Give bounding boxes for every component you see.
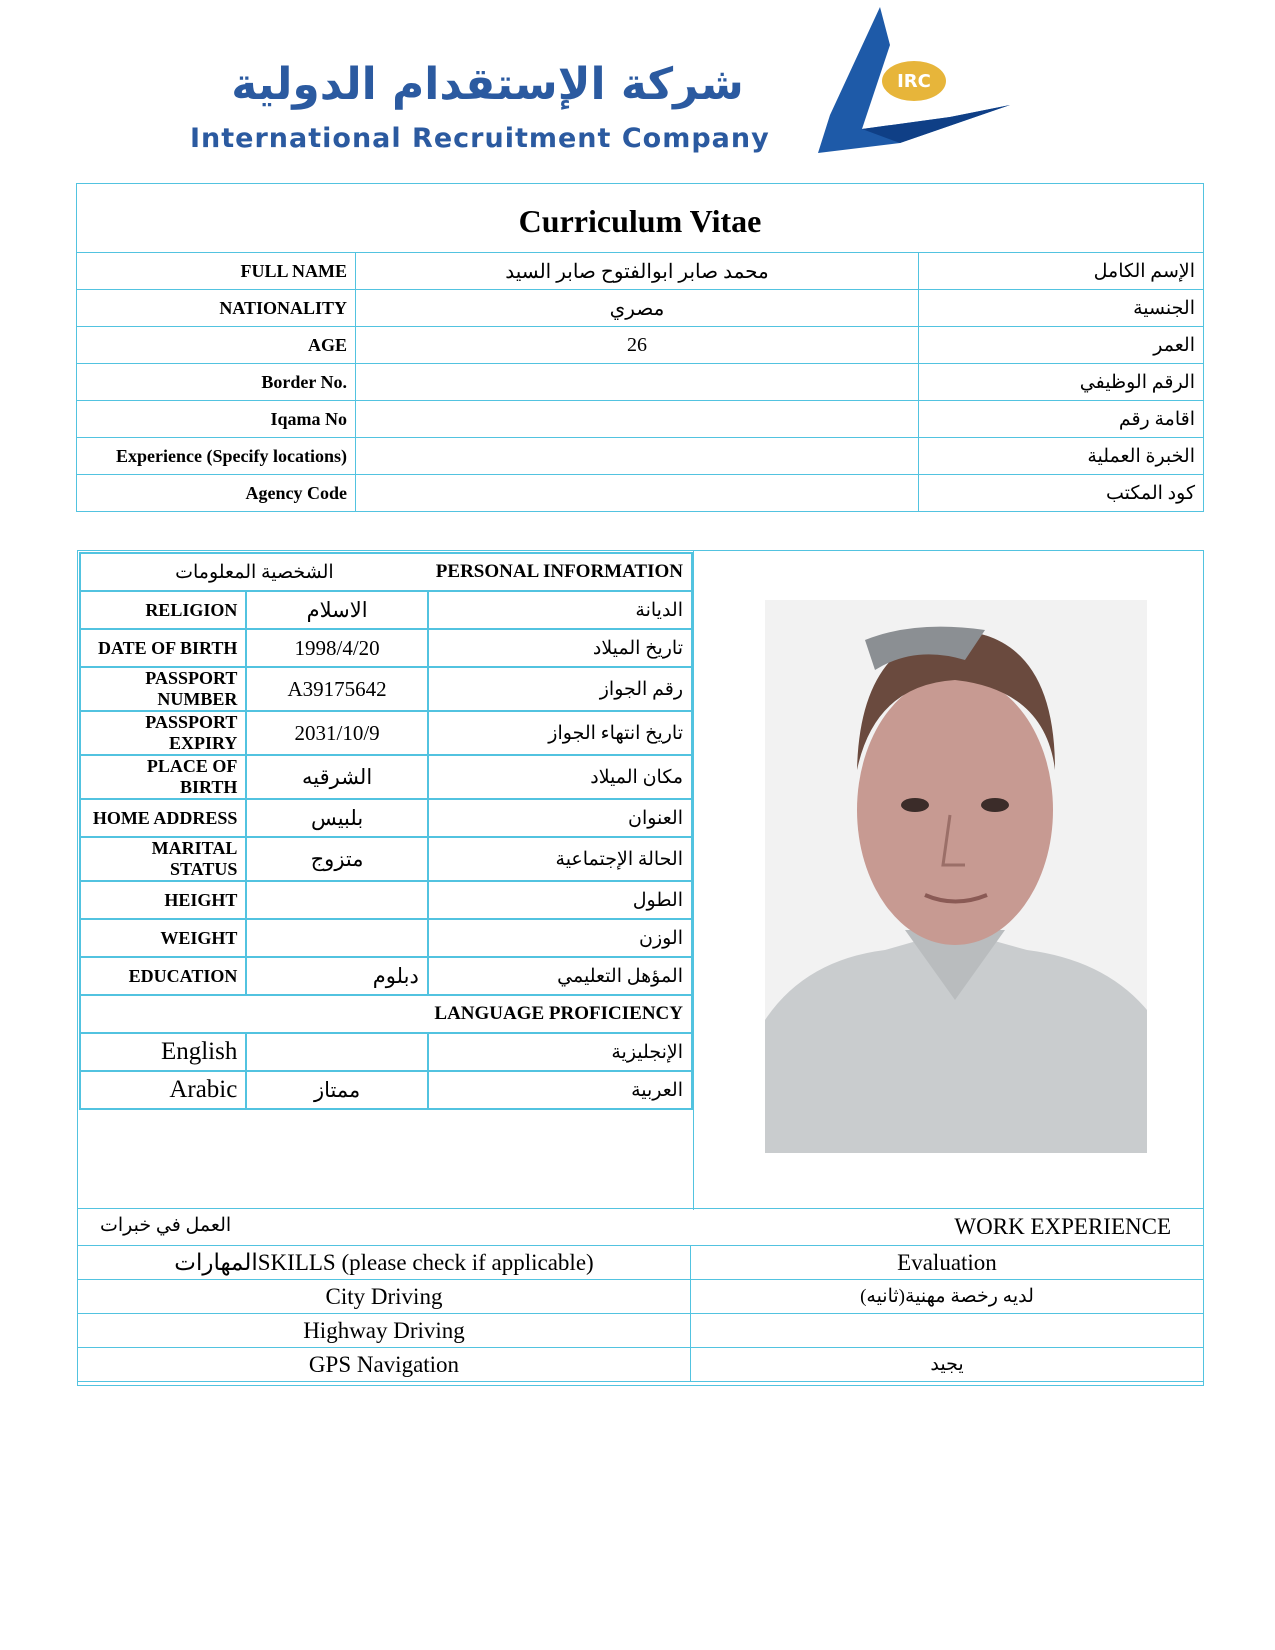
section-divider xyxy=(693,550,694,1210)
table-row xyxy=(77,438,1204,475)
row-value xyxy=(356,438,919,475)
table-row xyxy=(80,957,692,995)
row-label-ar: كود المكتب xyxy=(919,475,1204,512)
row-label-ar: المؤهل التعليمي xyxy=(428,957,692,995)
row-value xyxy=(356,401,919,438)
row-value: الشرقيه xyxy=(246,755,427,799)
language-name: English xyxy=(80,1033,246,1071)
language-proficiency-header: LANGUAGE PROFICIENCY xyxy=(80,995,692,1033)
row-label: EDUCATION xyxy=(80,957,246,995)
row-label-ar: العنوان xyxy=(428,799,692,837)
row-label: HOME ADDRESS xyxy=(80,799,246,837)
language-level: ممتاز xyxy=(246,1071,427,1109)
skills-header: المهاراتSKILLS (please check if applicable) xyxy=(78,1246,691,1280)
work-experience-en: WORK EXPERIENCE xyxy=(954,1214,1171,1239)
table-row xyxy=(80,629,692,667)
row-label: DATE OF BIRTH xyxy=(80,629,246,667)
row-label-ar: الإسم الكامل xyxy=(919,253,1204,290)
personal-header-ar: الشخصية المعلومات xyxy=(80,553,428,591)
table-row xyxy=(80,755,692,799)
table-header-row xyxy=(80,553,692,591)
row-label-ar: تاريخ انتهاء الجواز xyxy=(428,711,692,755)
row-value: 26 xyxy=(356,327,919,364)
row-label-ar: مكان الميلاد xyxy=(428,755,692,799)
table-row xyxy=(80,711,692,755)
row-value: مصري xyxy=(356,290,919,327)
row-label-ar: اقامة رقم xyxy=(919,401,1204,438)
skill-evaluation: يجيد xyxy=(691,1348,1204,1382)
row-label: HEIGHT xyxy=(80,881,246,919)
table-row xyxy=(78,1280,1204,1314)
table-row xyxy=(80,881,692,919)
row-value: الاسلام xyxy=(246,591,427,629)
row-label: Experience (Specify locations) xyxy=(77,438,356,475)
skill-name: City Driving xyxy=(78,1280,691,1314)
table-row xyxy=(80,799,692,837)
table-row xyxy=(80,919,692,957)
row-label: AGE xyxy=(77,327,356,364)
row-label-ar: رقم الجواز xyxy=(428,667,692,711)
row-label: FULL NAME xyxy=(77,253,356,290)
row-value: متزوج xyxy=(246,837,427,881)
row-label-ar: الديانة xyxy=(428,591,692,629)
row-label: WEIGHT xyxy=(80,919,246,957)
row-label: Iqama No xyxy=(77,401,356,438)
cv-summary-table xyxy=(76,183,1204,512)
skill-name: GPS Navigation xyxy=(78,1348,691,1382)
row-value: 2031/10/9 xyxy=(246,711,427,755)
table-row xyxy=(77,253,1204,290)
language-level xyxy=(246,1033,427,1071)
language-header-row xyxy=(80,995,692,1033)
row-value: محمد صابر ابوالفتوح صابر السيد xyxy=(356,253,919,290)
work-experience-table xyxy=(77,1208,1204,1382)
skill-evaluation xyxy=(691,1314,1204,1348)
row-value xyxy=(356,364,919,401)
language-name-ar: الإنجليزية xyxy=(428,1033,692,1071)
skill-name: Highway Driving xyxy=(78,1314,691,1348)
work-header-cell xyxy=(78,1209,1204,1246)
portrait-icon xyxy=(765,600,1147,1153)
table-row xyxy=(78,1348,1204,1382)
table-row xyxy=(77,364,1204,401)
table-row xyxy=(80,667,692,711)
table-row xyxy=(77,401,1204,438)
row-value xyxy=(246,919,427,957)
logo-badge: IRC xyxy=(882,61,946,101)
row-value: 1998/4/20 xyxy=(246,629,427,667)
table-row xyxy=(80,1071,692,1109)
table-row xyxy=(77,290,1204,327)
table-row xyxy=(80,591,692,629)
table-header-row xyxy=(78,1246,1204,1280)
personal-header-en: PERSONAL INFORMATION xyxy=(428,553,692,591)
skill-evaluation: لديه رخصة مهنية(ثانيه) xyxy=(691,1280,1204,1314)
row-label-ar: الخبرة العملية xyxy=(919,438,1204,475)
row-label-ar: الرقم الوظيفي xyxy=(919,364,1204,401)
table-row xyxy=(77,475,1204,512)
row-label: PASSPORT NUMBER xyxy=(80,667,246,711)
table-row xyxy=(80,837,692,881)
table-row xyxy=(78,1314,1204,1348)
row-value: بلبيس xyxy=(246,799,427,837)
row-label: Border No. xyxy=(77,364,356,401)
work-header-row xyxy=(78,1209,1204,1246)
table-row xyxy=(80,1033,692,1071)
row-label-ar: الحالة الإجتماعية xyxy=(428,837,692,881)
table-row xyxy=(77,327,1204,364)
company-logo xyxy=(185,5,1025,155)
row-label: PASSPORT EXPIRY xyxy=(80,711,246,755)
logo-arabic-name: شركة الإستقدام الدولية xyxy=(231,59,744,110)
language-name-ar: العربية xyxy=(428,1071,692,1109)
row-value xyxy=(356,475,919,512)
logo-english-name: International Recruitment Company xyxy=(190,123,770,154)
row-value xyxy=(246,881,427,919)
row-value: دبلوم xyxy=(246,957,427,995)
personal-info-table xyxy=(79,552,693,1110)
row-label: Agency Code xyxy=(77,475,356,512)
language-name: Arabic xyxy=(80,1071,246,1109)
row-label-ar: الطول xyxy=(428,881,692,919)
row-value: A39175642 xyxy=(246,667,427,711)
work-experience-ar: العمل في خبرات xyxy=(100,1215,232,1236)
row-label-ar: الجنسية xyxy=(919,290,1204,327)
row-label-ar: تاريخ الميلاد xyxy=(428,629,692,667)
page-title: Curriculum Vitae xyxy=(77,184,1204,253)
row-label: NATIONALITY xyxy=(77,290,356,327)
evaluation-header: Evaluation xyxy=(691,1246,1204,1280)
row-label: PLACE OF BIRTH xyxy=(80,755,246,799)
applicant-photo xyxy=(765,600,1147,1153)
row-label: MARITAL STATUS xyxy=(80,837,246,881)
row-label-ar: الوزن xyxy=(428,919,692,957)
row-label-ar: العمر xyxy=(919,327,1204,364)
row-label: RELIGION xyxy=(80,591,246,629)
